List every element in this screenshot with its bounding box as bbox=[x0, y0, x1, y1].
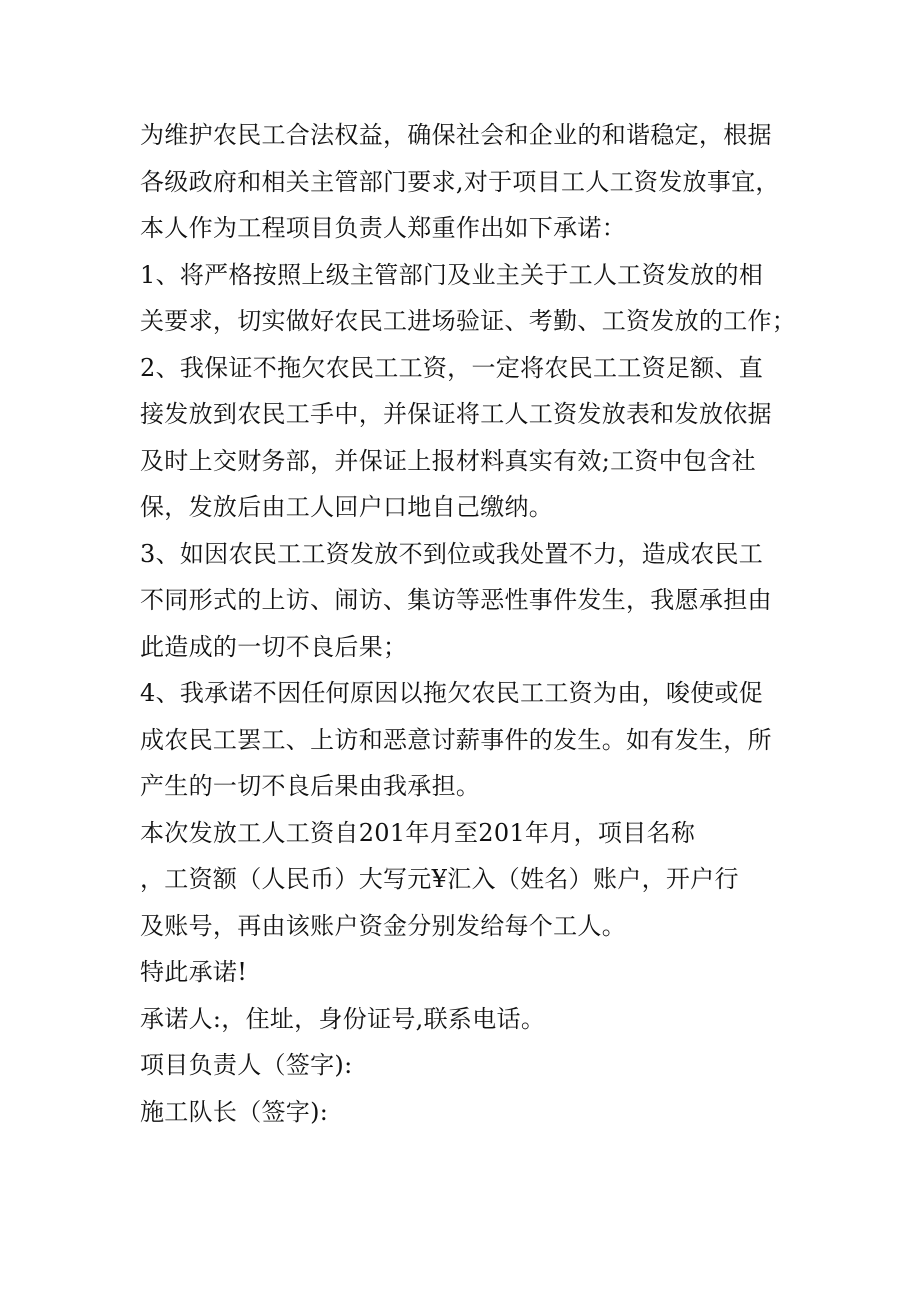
text-line-3: 本人作为工程项目负责人郑重作出如下承诺： bbox=[140, 214, 626, 242]
text-line-13: 4、我承诺不因任何原因以拖欠农民工工资为由，唆使或促 bbox=[140, 679, 764, 707]
text-line-18: 及账号，再由该账户资金分别发给每个工人。 bbox=[140, 911, 626, 940]
text-line-14: 成农民工罢工、上访和恶意讨薪事件的发生。如有发生，所 bbox=[140, 725, 772, 754]
text-line-19: 特此承诺! bbox=[140, 958, 248, 986]
text-line-4: 1、将严格按照上级主管部门及业主关于工人工资发放的相 bbox=[140, 260, 764, 289]
text-line-8: 及时上交财务部，并保证上报材料真实有效;工资中包含社 bbox=[140, 446, 756, 475]
text-line-22: 施工队长（签字): bbox=[140, 1097, 329, 1126]
text-line-10: 3、如因农民工工资发放不到位或我处置不力，造成农民工 bbox=[140, 539, 764, 568]
commitment-letter-body bbox=[140, 112, 820, 1135]
text-line-2: 各级政府和相关主管部门要求,对于项目工人工资发放事宜， bbox=[140, 167, 780, 196]
text-line-21: 项目负责人（签字): bbox=[140, 1051, 353, 1079]
text-line-5: 关要求，切实做好农民工进场验证、考勤、工资发放的工作； bbox=[140, 307, 797, 335]
text-line-15: 产生的一切不良后果由我承担。 bbox=[140, 772, 481, 800]
text-line-11: 不同形式的上访、闹访、集访等恶性事件发生，我愿承担由 bbox=[140, 586, 772, 614]
text-line-16: 本次发放工人工资自201年月至201年月，项目名称 bbox=[140, 818, 696, 847]
text-line-9: 保，发放后由工人回户口地自己缴纳。 bbox=[140, 493, 554, 521]
text-line-1: 为维护农民工合法权益，确保社会和企业的和谐稳定，根据 bbox=[140, 121, 772, 149]
text-line-20: 承诺人:，住址，身份证号,联系电话。 bbox=[140, 1004, 546, 1033]
text-line-6: 2、我保证不拖欠农民工工资，一定将农民工工资足额、直 bbox=[140, 353, 764, 382]
text-line-17: ，工资额（人民币）大写元¥汇入（姓名）账户，开户行 bbox=[140, 865, 739, 893]
text-line-7: 接发放到农民工手中，并保证将工人工资发放表和发放依据 bbox=[140, 400, 772, 428]
text-line-12: 此造成的一切不良后果； bbox=[140, 632, 408, 661]
